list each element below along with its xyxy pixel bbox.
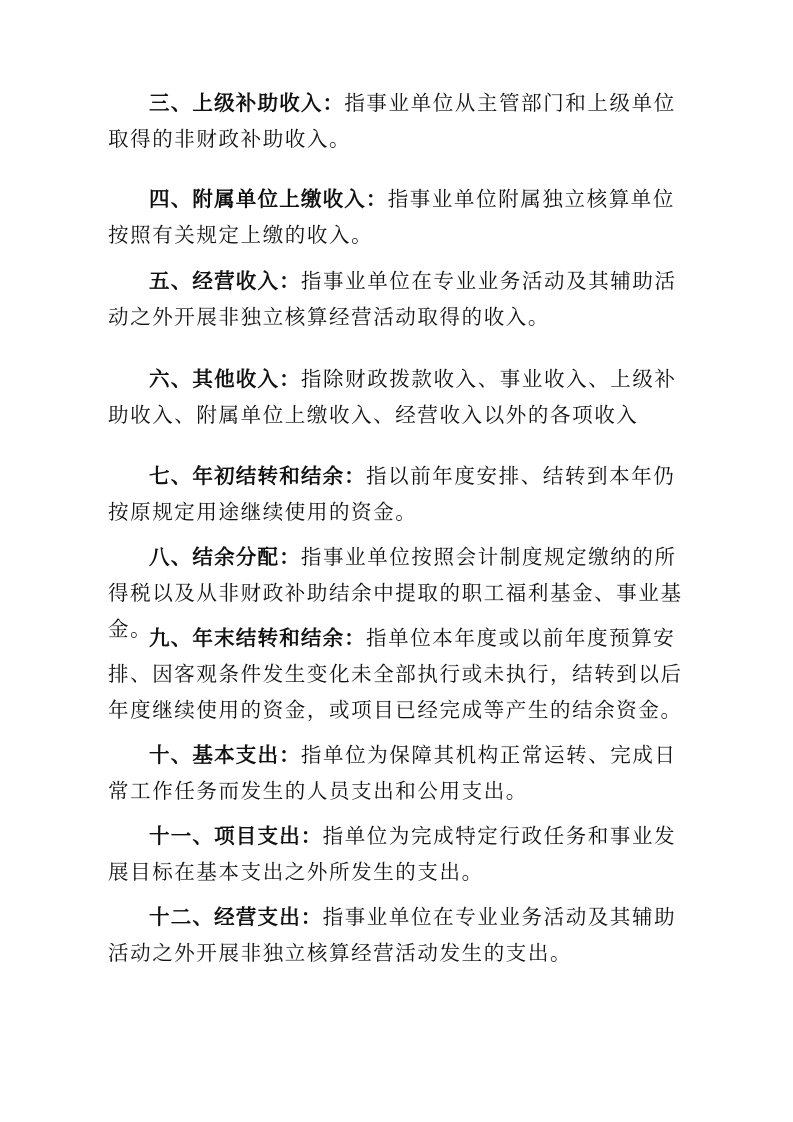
item-description: 指除财政拨款收入、事业收入、上级补助收入、附属单位上缴收入、经营收入以外的各项收入: [108, 367, 677, 427]
item-description: 指事业单位在专业业务活动及其辅助活动之外开展非独立核算经营活动发生的支出。: [108, 905, 677, 965]
paragraph-item-9: [108, 620, 688, 728]
item-description: 指事业单位按照会计制度规定缴纳的所得税以及从非财政补助结余中提取的职工福利基金、事业基金。: [108, 545, 683, 641]
paragraph-item-7: [108, 458, 688, 530]
paragraph-item-4: [108, 181, 688, 253]
paragraph-item-3: [108, 85, 688, 157]
item-term: 三、上级补助收入：: [149, 91, 345, 115]
item-term: 九、年末结转和结余：: [149, 626, 366, 650]
item-description: 指单位为完成特定行政任务和事业发展目标在基本支出之外所发生的支出。: [108, 824, 677, 884]
paragraph-item-5: [108, 263, 688, 335]
item-term: 四、附属单位上缴收入：: [149, 187, 388, 211]
paragraph-item-12: [108, 899, 688, 971]
item-description: 指单位本年度或以前年度预算安排、因客观条件发生变化未全部执行或未执行，结转到以后年度继续使用的资金，或项目已经完成等产生的结余资金。: [108, 626, 683, 722]
item-term: 十二、经营支出：: [149, 905, 323, 929]
item-term: 八、结余分配：: [149, 545, 301, 569]
item-description: 指事业单位附属独立核算单位按照有关规定上缴的收入。: [108, 187, 676, 247]
item-term: 七、年初结转和结余：: [149, 464, 366, 488]
paragraph-item-11: [108, 818, 688, 890]
item-term: 六、其他收入：: [149, 367, 301, 391]
item-description: 指单位为保障其机构正常运转、完成日常工作任务而发生的人员支出和公用支出。: [108, 743, 677, 803]
item-description: 指事业单位在专业业务活动及其辅助活动之外开展非独立核算经营活动取得的收入。: [108, 269, 677, 329]
item-term: 十一、项目支出：: [149, 824, 323, 848]
item-term: 五、经营收入：: [149, 269, 301, 293]
item-term: 十、基本支出：: [149, 743, 301, 767]
paragraph-item-6: [108, 361, 688, 433]
paragraph-item-10: [108, 737, 688, 809]
item-description: 指以前年度安排、结转到本年仍按原规定用途继续使用的资金。: [108, 464, 676, 524]
item-description: 指事业单位从主管部门和上级单位取得的非财政补助收入。: [108, 91, 676, 151]
